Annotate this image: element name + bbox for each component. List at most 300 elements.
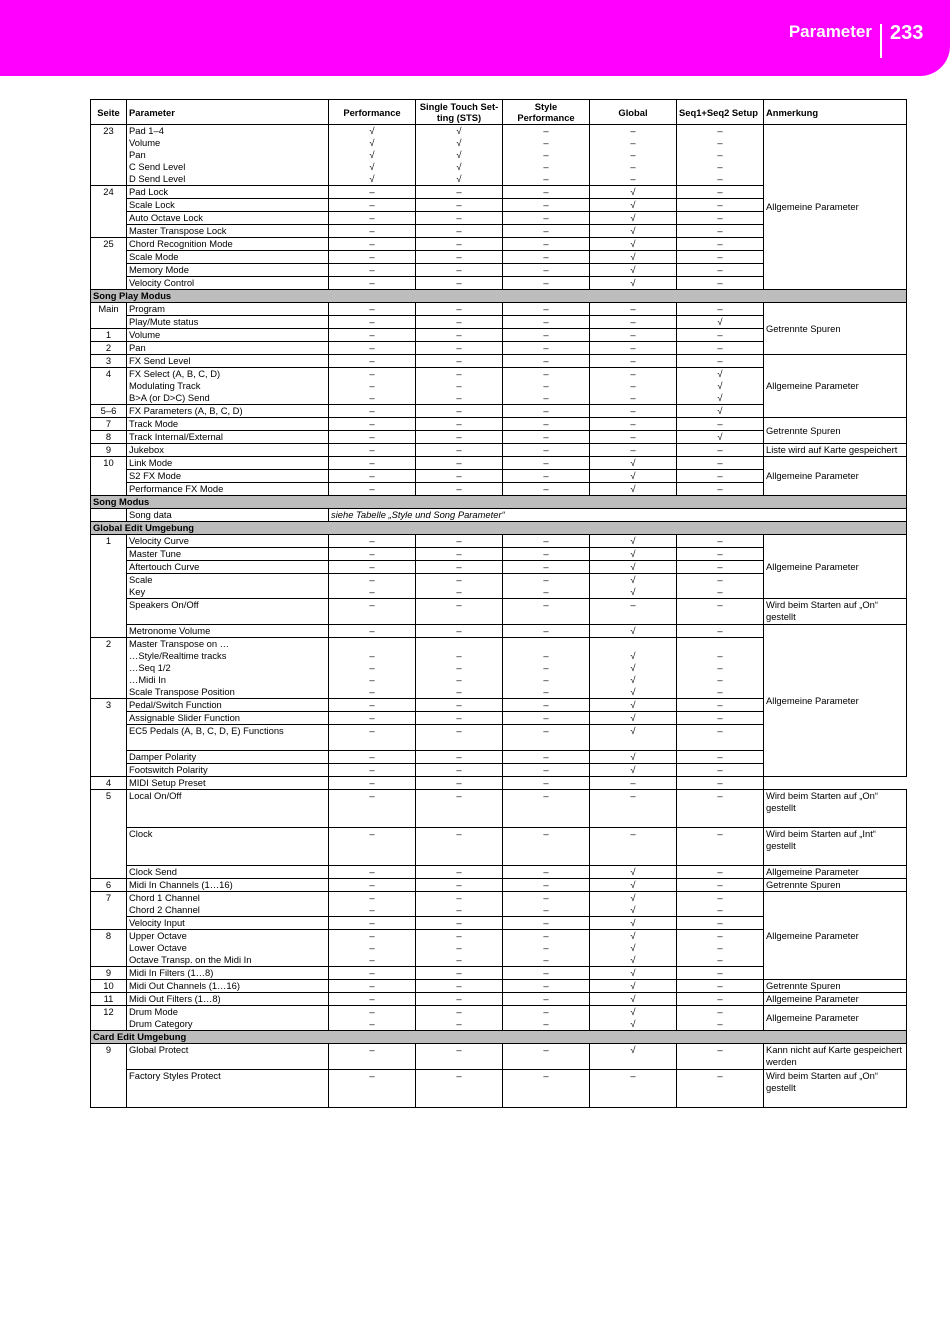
parameter-name: Master Transpose Lock [127,225,329,238]
section-row [91,522,907,535]
value-cell: – [329,251,416,264]
value-cell: – [329,212,416,225]
value-cell: – [590,125,677,138]
value-cell: – [416,954,503,967]
parameter-name: MIDI Setup Preset [127,777,329,790]
value-cell: – [503,431,590,444]
header-divider [880,24,882,58]
seite-cell: 7 [91,418,127,431]
value-cell: – [503,303,590,316]
value-cell: – [677,942,764,954]
value-cell: √ [590,238,677,251]
seite-cell: 2 [91,342,127,355]
value-cell: √ [329,125,416,138]
value-cell: – [677,764,764,777]
page-header [0,0,950,76]
value-cell: – [329,186,416,199]
value-cell: – [329,725,416,751]
value-cell: – [677,751,764,764]
value-cell: – [329,1018,416,1031]
section-label: Song Modus [91,496,907,509]
remark-cell: Wird beim Starten auf „On“ gestellt [764,1070,907,1108]
section-row [91,496,907,509]
table-row [91,1006,907,1019]
value-cell: √ [590,954,677,967]
value-cell: √ [590,674,677,686]
value-cell: – [329,954,416,967]
value-cell: – [416,650,503,662]
value-cell: – [590,599,677,625]
parameter-name: Volume [127,137,329,149]
value-cell: – [677,186,764,199]
value-cell: – [590,316,677,329]
table-row [91,457,907,470]
value-cell: – [329,993,416,1006]
parameter-name: Upper Octave [127,930,329,943]
value-cell: √ [590,892,677,905]
value-cell: √ [590,712,677,725]
value-cell: – [329,342,416,355]
value-cell: – [416,777,503,790]
value-cell: – [677,355,764,368]
seite-cell: 23 [91,125,127,186]
value-cell: – [503,125,590,138]
value-cell: – [677,712,764,725]
value-cell: – [329,904,416,917]
value-cell: – [590,828,677,866]
parameter-name: Velocity Curve [127,535,329,548]
seite-cell: 2 [91,638,127,699]
parameter-name: Track Internal/External [127,431,329,444]
value-cell: – [677,561,764,574]
value-cell: √ [590,699,677,712]
value-cell: – [416,993,503,1006]
value-cell: – [329,418,416,431]
value-cell: – [503,418,590,431]
value-cell: – [503,444,590,457]
value-cell: – [329,470,416,483]
value-cell: – [416,892,503,905]
value-cell: – [329,457,416,470]
value-cell: √ [677,405,764,418]
value-cell: √ [329,149,416,161]
seite-cell: 12 [91,1006,127,1031]
value-cell: √ [590,751,677,764]
value-cell: – [416,199,503,212]
table-row [91,625,907,638]
value-cell: – [503,316,590,329]
value-cell: – [503,790,590,828]
seite-cell: 9 [91,1044,127,1108]
section-label: Card Edit Umgebung [91,1031,907,1044]
parameter-name: Modulating Track [127,380,329,392]
parameter-name: Pan [127,149,329,161]
seite-cell: 4 [91,368,127,405]
value-cell: – [329,548,416,561]
value-cell: – [590,161,677,173]
value-cell: – [416,712,503,725]
value-cell: √ [590,186,677,199]
value-cell: – [677,264,764,277]
parameter-name: EC5 Pedals (A, B, C, D, E) Functions [127,725,329,751]
value-cell: – [329,625,416,638]
parameter-name: Key [127,586,329,599]
value-cell: √ [590,212,677,225]
value-cell: – [503,917,590,930]
value-cell: – [677,917,764,930]
parameter-name: FX Send Level [127,355,329,368]
table-row [91,418,907,431]
reference-note: siehe Tabelle „Style und Song Parameter“ [329,509,907,522]
value-cell: √ [416,173,503,186]
value-cell: – [590,137,677,149]
value-cell: – [503,599,590,625]
value-cell: √ [590,457,677,470]
value-cell: – [503,342,590,355]
value-cell: – [329,380,416,392]
value-cell: √ [416,161,503,173]
value-cell: – [416,1006,503,1019]
value-cell: – [503,392,590,405]
value-cell: √ [590,574,677,587]
value-cell: √ [677,392,764,405]
value-cell: – [590,149,677,161]
value-cell: – [416,1018,503,1031]
value-cell: – [677,225,764,238]
remark-cell: Liste wird auf Karte gespeichert [764,444,907,457]
value-cell: – [329,561,416,574]
parameter-name: Scale Mode [127,251,329,264]
table-row [91,892,907,905]
value-cell: – [590,431,677,444]
value-cell: – [677,650,764,662]
col-header: Style Performance [503,100,590,125]
value-cell [416,638,503,651]
value-cell: – [503,1006,590,1019]
value-cell: √ [590,686,677,699]
value-cell: – [590,368,677,381]
value-cell: – [329,483,416,496]
value-cell: – [329,586,416,599]
value-cell: – [677,173,764,186]
value-cell: – [677,866,764,879]
value-cell: – [503,764,590,777]
value-cell: – [677,828,764,866]
value-cell: – [677,574,764,587]
value-cell: – [416,699,503,712]
table-row [91,355,907,368]
remark-cell: Kann nicht auf Karte gespeichert werden [764,1044,907,1070]
value-cell: – [416,444,503,457]
value-cell: √ [590,625,677,638]
value-cell: – [677,892,764,905]
parameter-name: FX Parameters (A, B, C, D) [127,405,329,418]
value-cell: – [503,199,590,212]
value-cell: √ [677,380,764,392]
value-cell: – [329,264,416,277]
col-header: Parameter [127,100,329,125]
parameter-name: Master Tune [127,548,329,561]
parameter-name: Footswitch Polarity [127,764,329,777]
parameter-name: Pad Lock [127,186,329,199]
value-cell: – [677,662,764,674]
col-header: Single Touch Set-ting (STS) [416,100,503,125]
value-cell: – [503,535,590,548]
value-cell: – [503,161,590,173]
parameter-name: Program [127,303,329,316]
value-cell: – [677,879,764,892]
value-cell: – [329,277,416,290]
value-cell: √ [329,137,416,149]
value-cell: – [677,535,764,548]
parameter-name: Midi In Filters (1…8) [127,967,329,980]
value-cell: – [590,342,677,355]
parameter-table [90,99,907,1108]
value-cell: – [329,650,416,662]
value-cell: √ [590,1044,677,1070]
value-cell: – [677,238,764,251]
seite-cell: 8 [91,431,127,444]
parameter-name: Auto Octave Lock [127,212,329,225]
parameter-name: Factory Styles Protect [127,1070,329,1108]
value-cell: – [329,1044,416,1070]
parameter-name: S2 FX Mode [127,470,329,483]
value-cell: – [590,418,677,431]
remark-cell: Allgemeine Parameter [764,625,907,777]
parameter-name: …Midi In [127,674,329,686]
value-cell: √ [590,561,677,574]
value-cell: – [416,251,503,264]
table-row [91,535,907,548]
value-cell: – [329,917,416,930]
value-cell: √ [416,137,503,149]
parameter-name: Master Transpose on … [127,638,329,651]
value-cell: – [677,125,764,138]
seite-cell [91,509,127,522]
value-cell: – [416,828,503,866]
value-cell: √ [590,535,677,548]
value-cell: – [590,329,677,342]
parameter-name: Jukebox [127,444,329,457]
value-cell: – [416,457,503,470]
value-cell: – [503,967,590,980]
value-cell [503,638,590,651]
value-cell: – [329,751,416,764]
value-cell [329,638,416,651]
parameter-name: Velocity Input [127,917,329,930]
value-cell: – [677,1070,764,1108]
parameter-name: Play/Mute status [127,316,329,329]
value-cell: – [329,303,416,316]
remark-cell: Wird beim Starten auf „On“ gestellt [764,599,907,625]
value-cell: – [503,879,590,892]
table-row [91,993,907,1006]
value-cell: – [677,199,764,212]
parameter-name: Aftertouch Curve [127,561,329,574]
value-cell: √ [590,1018,677,1031]
parameter-name: Memory Mode [127,264,329,277]
value-cell: – [503,225,590,238]
table-row [91,1044,907,1070]
remark-cell: Allgemeine Parameter [764,1006,907,1031]
remark-cell: Allgemeine Parameter [764,892,907,980]
parameter-name: Drum Mode [127,1006,329,1019]
value-cell: – [677,149,764,161]
value-cell: √ [590,251,677,264]
parameter-name: Metronome Volume [127,625,329,638]
seite-cell: 5–6 [91,405,127,418]
value-cell: – [416,1070,503,1108]
parameter-name: Pedal/Switch Function [127,699,329,712]
remark-cell: Getrennte Spuren [764,980,907,993]
value-cell: √ [329,161,416,173]
value-cell: – [503,264,590,277]
value-cell: – [416,1044,503,1070]
value-cell: – [677,980,764,993]
table-row [91,125,907,138]
value-cell: – [329,444,416,457]
value-cell: – [590,303,677,316]
parameter-name: Link Mode [127,457,329,470]
value-cell: √ [590,264,677,277]
value-cell: – [503,212,590,225]
value-cell: – [503,149,590,161]
remark-cell: Allgemeine Parameter [764,457,907,496]
value-cell: – [590,777,677,790]
parameter-name: Global Protect [127,1044,329,1070]
value-cell: – [503,980,590,993]
value-cell: – [590,355,677,368]
value-cell: – [503,457,590,470]
value-cell: – [416,483,503,496]
value-cell: – [503,1018,590,1031]
value-cell: – [416,342,503,355]
value-cell: – [677,1018,764,1031]
value-cell: – [503,329,590,342]
value-cell: √ [590,917,677,930]
parameter-name: Velocity Control [127,277,329,290]
value-cell: – [329,199,416,212]
value-cell: – [329,225,416,238]
value-cell: √ [677,368,764,381]
parameter-name: Midi In Channels (1…16) [127,879,329,892]
value-cell: √ [590,904,677,917]
value-cell: – [416,942,503,954]
value-cell: – [503,1070,590,1108]
value-cell: – [677,457,764,470]
value-cell: – [677,993,764,1006]
value-cell: – [677,303,764,316]
value-cell: – [416,764,503,777]
value-cell: – [416,431,503,444]
parameter-name: Scale Transpose Position [127,686,329,699]
value-cell: – [503,574,590,587]
parameter-name: Octave Transp. on the Midi In [127,954,329,967]
value-cell: – [416,392,503,405]
parameter-name: Song data [127,509,329,522]
parameter-name: …Style/Realtime tracks [127,650,329,662]
parameter-name: Assignable Slider Function [127,712,329,725]
seite-cell: 11 [91,993,127,1006]
value-cell: – [503,993,590,1006]
parameter-name: FX Select (A, B, C, D) [127,368,329,381]
col-header: Performance [329,100,416,125]
value-cell: √ [590,548,677,561]
value-cell: – [416,355,503,368]
value-cell: – [503,251,590,264]
value-cell: – [329,879,416,892]
value-cell: – [503,1044,590,1070]
section-label: Song Play Modus [91,290,907,303]
value-cell: – [677,674,764,686]
value-cell: – [677,212,764,225]
value-cell: – [416,674,503,686]
value-cell: – [503,470,590,483]
parameter-name: Volume [127,329,329,342]
value-cell: – [503,483,590,496]
remark-cell: Wird beim Starten auf „On“ gestellt [764,790,907,828]
section-label: Global Edit Umgebung [91,522,907,535]
parameter-name: Clock [127,828,329,866]
value-cell: – [329,574,416,587]
value-cell: – [416,264,503,277]
value-cell: √ [590,993,677,1006]
value-cell: – [416,277,503,290]
value-cell: √ [590,879,677,892]
value-cell: – [416,574,503,587]
value-cell: – [503,137,590,149]
value-cell: – [416,405,503,418]
remark-cell: Allgemeine Parameter [764,355,907,418]
value-cell: – [416,470,503,483]
value-cell: – [329,674,416,686]
parameter-name: Scale Lock [127,199,329,212]
value-cell: – [590,1070,677,1108]
seite-cell: 6 [91,879,127,892]
table-row [91,828,907,866]
parameter-name: Damper Polarity [127,751,329,764]
value-cell: – [416,967,503,980]
table-row [91,509,907,522]
value-cell: – [677,699,764,712]
value-cell: – [677,904,764,917]
seite-cell: 9 [91,967,127,980]
value-cell: √ [590,470,677,483]
value-cell: – [503,380,590,392]
parameter-name: Chord 2 Channel [127,904,329,917]
value-cell: – [416,548,503,561]
table-row [91,866,907,879]
table-row [91,777,907,790]
value-cell: – [329,980,416,993]
value-cell: – [416,212,503,225]
value-cell: – [590,444,677,457]
remark-cell: Allgemeine Parameter [764,993,907,1006]
parameter-name: D Send Level [127,173,329,186]
value-cell: – [329,1006,416,1019]
parameter-name: C Send Level [127,161,329,173]
value-cell: – [329,777,416,790]
value-cell: – [590,392,677,405]
value-cell: – [503,277,590,290]
value-cell: √ [677,431,764,444]
value-cell: – [416,751,503,764]
value-cell: √ [590,764,677,777]
value-cell: – [416,535,503,548]
value-cell: – [329,930,416,943]
value-cell: – [329,866,416,879]
value-cell: – [329,892,416,905]
